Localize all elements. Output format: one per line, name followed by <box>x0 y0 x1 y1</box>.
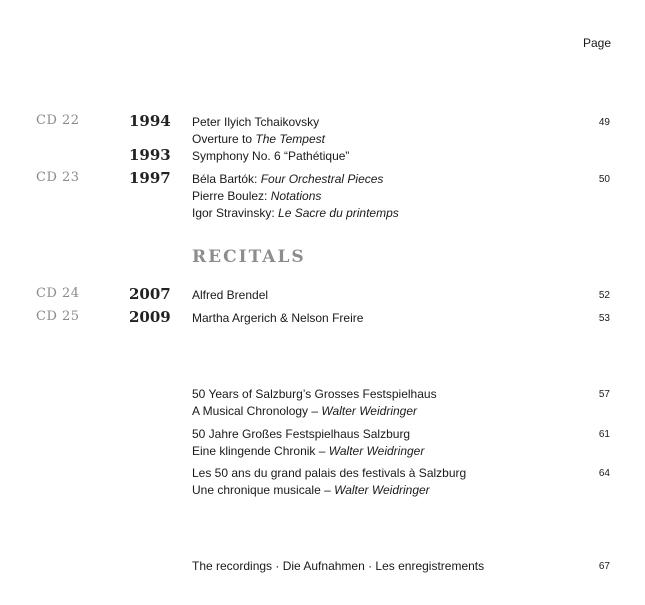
page-column-header: Page <box>582 36 611 50</box>
essay-en-page: 57 <box>598 389 610 400</box>
cd-23-year: 1997 <box>129 169 171 187</box>
cd-24-label: CD 24 <box>36 286 80 301</box>
cd-22-work-1-title: The Tempest <box>255 132 325 146</box>
section-heading-recitals: RECITALS <box>192 247 306 267</box>
cd-22-page: 49 <box>598 117 610 128</box>
cd-23-composer-3: Igor Stravinsky: <box>192 206 279 220</box>
cd-23-label: CD 23 <box>36 170 80 185</box>
essay-de-author: Walter Weidringer <box>328 444 425 458</box>
essay-fr-title: Les 50 ans du grand palais des festivals à Salzburg <box>192 466 467 480</box>
cd-25-year: 2009 <box>129 308 171 326</box>
cd-23-work-3: Le Sacre du printemps <box>278 206 399 220</box>
cd-23-work-2: Notations <box>270 189 322 203</box>
cd-23-composer-1: Béla Bartók: <box>192 172 261 186</box>
cd-23-composer-2: Pierre Boulez: <box>192 189 271 203</box>
essay-de-title: 50 Jahre Großes Festspielhaus Salzburg <box>192 427 411 441</box>
essay-fr-page: 64 <box>598 468 610 479</box>
cd-23-line-1 <box>192 171 383 188</box>
essay-en-subtitle <box>192 403 417 420</box>
cd-22-year-1993: 1993 <box>129 146 171 164</box>
essay-en-subtitle-text: A Musical Chronology – <box>192 404 322 418</box>
cd-23-line-3 <box>192 205 399 222</box>
essay-fr-subtitle <box>192 482 430 499</box>
essay-en-author: Walter Weidringer <box>321 404 417 418</box>
essay-en-title: 50 Years of Salzburg’s Grosses Festspielhaus <box>192 387 437 401</box>
cd-23-work-1: Four Orchestral Pieces <box>260 172 384 186</box>
cd-25-label: CD 25 <box>36 309 80 324</box>
cd-25-page: 53 <box>598 313 610 324</box>
cd-23-line-2 <box>192 188 321 205</box>
recordings-page: 67 <box>598 561 610 572</box>
cd-25-title: Martha Argerich & Nelson Freire <box>192 311 364 325</box>
cd-22-label: CD 22 <box>36 113 80 128</box>
cd-22-work-2: Symphony No. 6 “Pathétique” <box>192 149 350 163</box>
cd-22-year-1994: 1994 <box>129 112 171 130</box>
cd-22-work-1-prefix: Overture to <box>192 132 256 146</box>
essay-de-page: 61 <box>598 429 610 440</box>
cd-24-page: 52 <box>598 290 610 301</box>
recordings-title: The recordings · Die Aufnahmen · Les enregistrements <box>192 559 485 573</box>
essay-fr-subtitle-text: Une chronique musicale – <box>192 483 335 497</box>
cd-22-composer: Peter Ilyich Tchaikovsky <box>192 115 320 129</box>
cd-24-title: Alfred Brendel <box>192 288 269 302</box>
cd-24-year: 2007 <box>129 285 171 303</box>
cd-22-work-1 <box>192 131 325 148</box>
essay-fr-author: Walter Weidringer <box>334 483 430 497</box>
essay-de-subtitle <box>192 443 424 460</box>
essay-de-subtitle-text: Eine klingende Chronik – <box>192 444 329 458</box>
cd-23-page: 50 <box>598 174 610 185</box>
